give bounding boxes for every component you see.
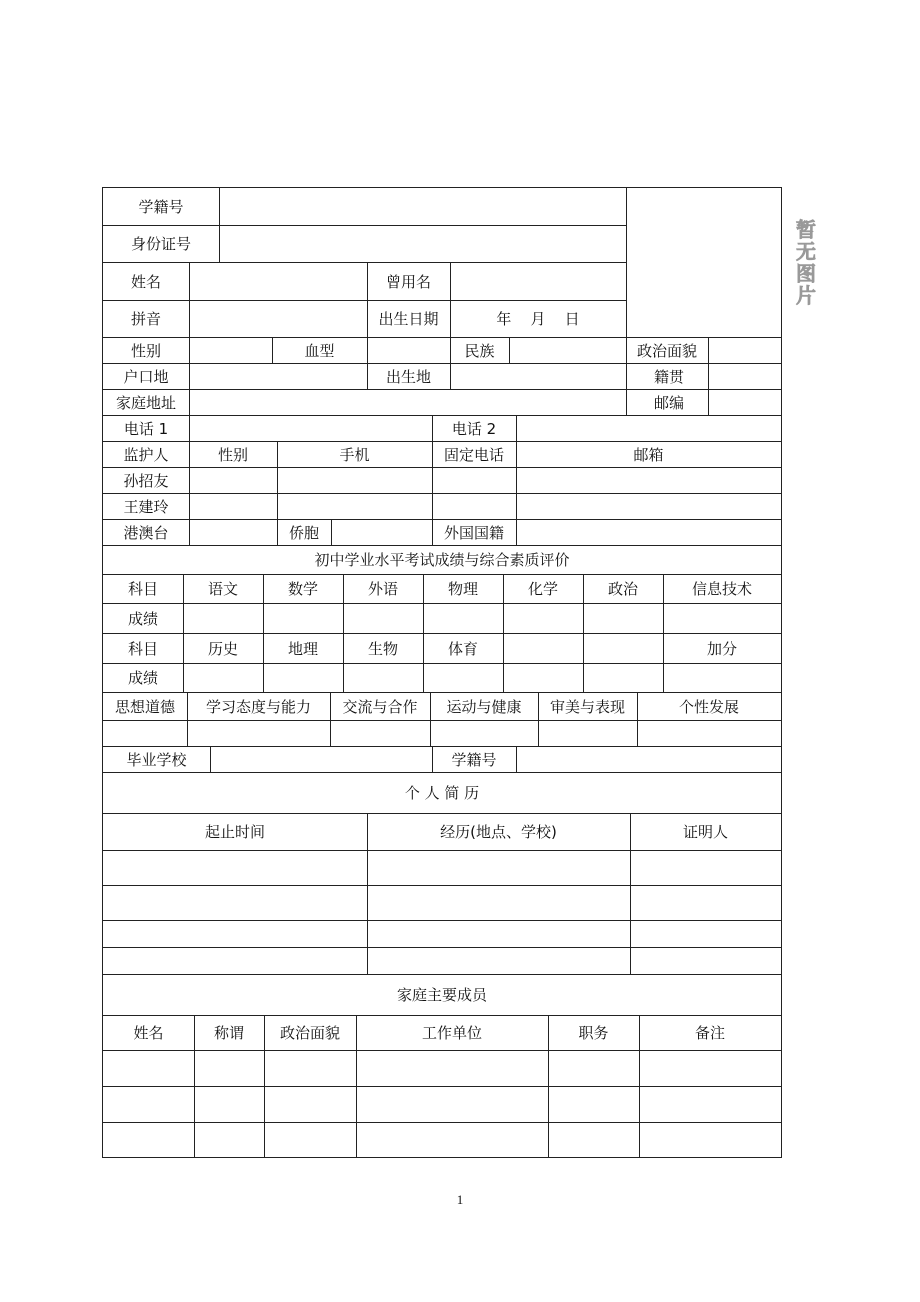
label-phone2: 电话 2 [451, 419, 497, 438]
exam-subject-physics: 物理 [447, 580, 478, 598]
quality-sports-health: 运动与健康 [446, 697, 522, 716]
family-header-employer: 工作单位 [421, 1024, 482, 1042]
exam-subject-foreign-language: 外语 [367, 580, 398, 598]
family-header-position: 职务 [578, 1024, 609, 1042]
guardian-header-mobile: 手机 [339, 445, 370, 464]
label-native-place: 籍贯 [653, 367, 684, 386]
exam-subject-pe: 体育 [447, 639, 478, 658]
exam-subject-biology: 生物 [367, 639, 398, 658]
exam-subject-geography: 地理 [287, 639, 318, 658]
label-home-address: 家庭地址 [115, 393, 176, 412]
guardian-header-gender: 性别 [217, 445, 248, 464]
label-former-name: 曾用名 [385, 272, 431, 291]
label-birthplace: 出生地 [385, 367, 431, 386]
exam-subject-label-1: 科目 [127, 580, 158, 598]
quality-communication: 交流与合作 [342, 697, 418, 716]
label-overseas-chinese: 侨胞 [288, 523, 319, 542]
exam-subject-it: 信息技术 [691, 580, 752, 598]
family-header-political-status: 政治面貌 [279, 1024, 340, 1042]
guardian-header-guardian: 监护人 [123, 445, 169, 464]
exam-section-title: 初中学业水平考试成绩与综合素质评价 [314, 551, 570, 569]
guardian-header-email: 邮箱 [633, 445, 664, 464]
label-foreign-nationality: 外国国籍 [443, 523, 504, 542]
label-birth-date: 出生日期 [378, 310, 439, 328]
family-section-title: 家庭主要成员 [396, 986, 487, 1004]
guardian-header-landline: 固定电话 [443, 445, 504, 464]
label-gender: 性别 [130, 341, 161, 360]
resume-header-experience: 经历(地点、学校) [440, 823, 557, 841]
exam-subject-math: 数学 [287, 580, 318, 598]
label-postcode: 邮编 [653, 393, 684, 412]
label-student-id: 学籍号 [138, 198, 184, 216]
exam-subject-label-2: 科目 [127, 639, 158, 658]
quality-moral: 思想道德 [114, 697, 175, 716]
birth-date-value: 年 月 日 [496, 310, 580, 328]
quality-aesthetics: 审美与表现 [549, 697, 625, 716]
photo-placeholder-text: 暂无图片 [792, 218, 817, 307]
label-phone1: 电话 1 [123, 419, 169, 438]
resume-section-title: 个 人 简 历 [404, 784, 480, 802]
label-graduation-student-id: 学籍号 [451, 750, 497, 769]
guardian-name-1: 孙招友 [123, 471, 169, 490]
exam-score-label-2: 成绩 [127, 669, 158, 687]
family-header-notes: 备注 [694, 1024, 725, 1042]
exam-subject-chemistry: 化学 [527, 580, 558, 598]
label-id-number: 身份证号 [130, 235, 191, 253]
label-pinyin: 拼音 [130, 310, 161, 328]
guardian-name-2: 王建玲 [123, 497, 169, 516]
exam-subject-chinese: 语文 [207, 580, 238, 598]
resume-header-period: 起止时间 [204, 823, 265, 841]
label-political-status: 政治面貌 [636, 341, 697, 360]
quality-personality: 个性发展 [678, 697, 739, 716]
exam-subject-politics: 政治 [607, 580, 638, 598]
label-name: 姓名 [130, 272, 161, 291]
label-graduation-school: 毕业学校 [126, 750, 187, 769]
page-number: 1 [456, 1192, 464, 1207]
quality-learning: 学习态度与能力 [205, 697, 311, 716]
exam-score-label-1: 成绩 [127, 609, 158, 628]
label-hmt: 港澳台 [123, 523, 169, 542]
label-ethnicity: 民族 [464, 341, 495, 360]
family-header-name: 姓名 [133, 1024, 164, 1042]
exam-bonus-points: 加分 [706, 639, 737, 658]
label-household: 户口地 [123, 367, 169, 386]
exam-subject-history: 历史 [207, 639, 238, 658]
family-header-relation: 称谓 [213, 1024, 244, 1042]
student-registration-form [102, 187, 817, 1158]
photo-placeholder[interactable] [727, 188, 883, 337]
label-blood-type: 血型 [304, 341, 335, 360]
resume-header-witness: 证明人 [682, 823, 728, 841]
